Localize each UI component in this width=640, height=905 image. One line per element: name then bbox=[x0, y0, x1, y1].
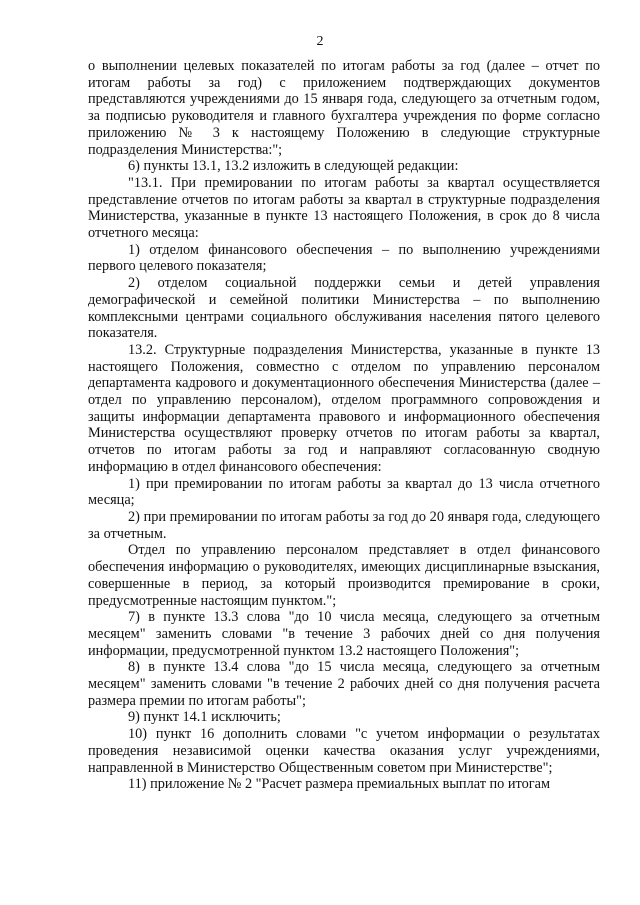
paragraph-13-1-item-2: 2) отделом социальной поддержки семьи и детей управления демографической и семейной политики Министерства – по выполнению комплексными центрами социального обслуживания населения пятого целевого показателя. bbox=[88, 275, 600, 342]
paragraph-continuation: о выполнении целевых показателей по итогам работы за год (далее – отчет по итогам работы за год) с приложением подтверждающих документов представляются учреждениями до 15 января года, следующего за отчетным годом, за подписью руководителя и главного бухгалтера учреждения по форме согласно приложению № 3 к настоящему Положению в следующие структурные подразделения Министерства:"; bbox=[88, 58, 600, 158]
paragraph-item-9: 9) пункт 14.1 исключить; bbox=[128, 709, 281, 726]
paragraph-13-1-item-1: 1) отделом финансового обеспечения – по выполнению учреждениями первого целевого показателя; bbox=[88, 241, 600, 275]
paragraph-13-2-item-1: 1) при премировании по итогам работы за квартал до 13 числа отчетного месяца; bbox=[88, 475, 600, 509]
document-body bbox=[88, 58, 600, 793]
paragraph-13-2: 13.2. Структурные подразделения Министерства, указанные в пункте 13 настоящего Положения, совместно с отделом по управлению персоналом департамента кадрового и документационного обеспечения Министерства (далее – отдел по управлению персоналом), отделом программного сопровождения и защиты информации департамента правового и информационного обеспечения Министерства осуществляют проверку отчетов по итогам работы за квартал, отчетов по итогам работы за год и направляют согласованную сводную информацию в отдел финансового обеспечения: bbox=[88, 341, 600, 475]
paragraph-13-1: "13.1. При премировании по итогам работы за квартал осуществляется представление отчетов по итогам работы за квартал в структурные подразделения Министерства, указанные в пункте 13 настоящего Положения, в срок до 8 числа отчетного месяца: bbox=[88, 174, 600, 242]
paragraph-item-8: 8) в пункте 13.4 слова "до 15 числа месяца, следующего за отчетным месяцем" заменить словами "в течение 2 рабочих дней со дня получения расчета размера премии по итогам работы"; bbox=[88, 659, 600, 709]
paragraph-item-10: 10) пункт 16 дополнить словами "с учетом информации о результатах проведения независимой оценки качества оказания услуг учреждениями, направленной в Министерство Общественным советом при Министерстве"; bbox=[88, 726, 600, 776]
paragraph-item-6: 6) пункты 13.1, 13.2 изложить в следующей редакции: bbox=[128, 158, 459, 175]
page-number: 2 bbox=[316, 34, 324, 49]
paragraph-personnel-department: Отдел по управлению персоналом представляет в отдел финансового обеспечения информацию о руководителях, имеющих дисциплинарные взыскания, совершенные в период, за который производится премирование в сроки, предусмотренные настоящим пунктом."; bbox=[88, 542, 600, 609]
paragraph-13-2-item-2: 2) при премировании по итогам работы за год до 20 января года, следующего за отчетным. bbox=[88, 508, 600, 542]
paragraph-item-7: 7) в пункте 13.3 слова "до 10 числа месяца, следующего за отчетным месяцем" заменить словами "в течение 3 рабочих дней со дня получения информации, предусмотренной пунктом 13.2 настоящего Положения"; bbox=[88, 609, 600, 659]
paragraph-item-11: 11) приложение № 2 "Расчет размера премиальных выплат по итогам bbox=[128, 776, 551, 793]
